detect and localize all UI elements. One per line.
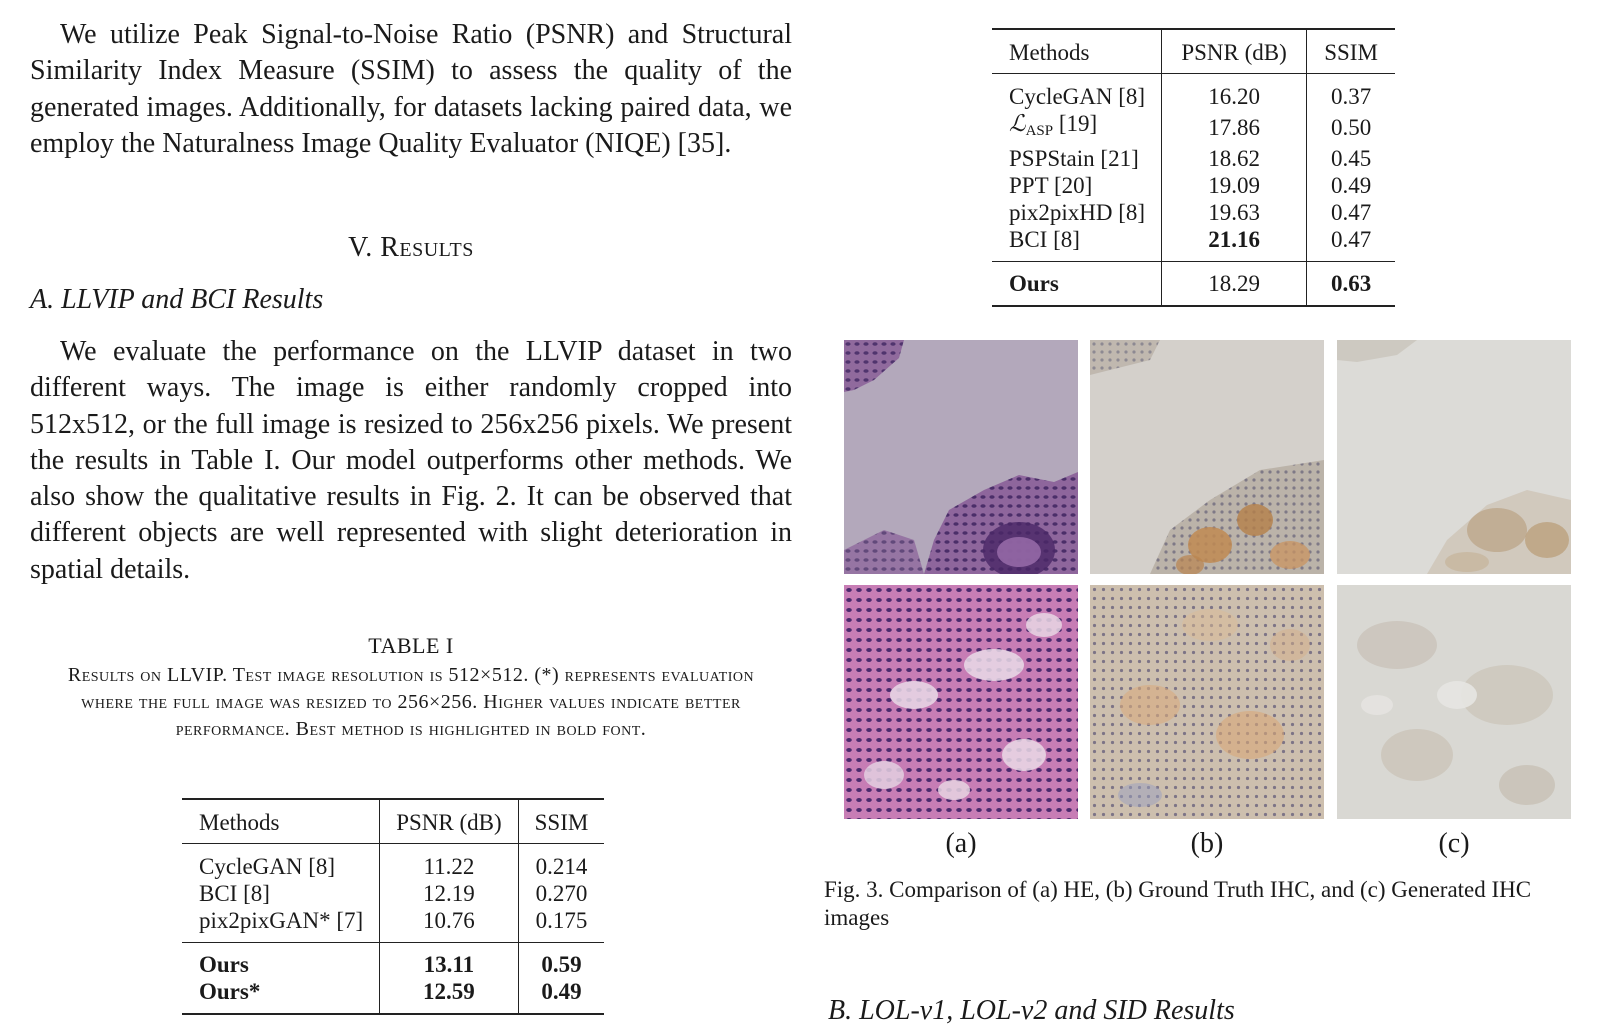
table-row — [992, 199, 1395, 226]
table-row — [182, 844, 604, 881]
table-row — [992, 74, 1395, 111]
table-row-ours — [992, 262, 1395, 307]
cell-psnr: 19.63 — [1162, 199, 1307, 226]
header-ssim: SSIM — [1307, 29, 1396, 74]
table-row — [992, 145, 1395, 172]
table-row-ours — [182, 943, 604, 979]
subsection-a-heading: A. LLVIP and BCI Results — [30, 284, 324, 315]
cell-method: pix2pixGAN* [7] — [182, 907, 380, 943]
llvip-results-table — [182, 798, 604, 1015]
table-row-ours-resized — [182, 978, 604, 1014]
cell-psnr: 12.19 — [380, 880, 518, 907]
cell-method: PSPStain [21] — [992, 145, 1162, 172]
cell-psnr: 18.62 — [1162, 145, 1307, 172]
ihc-tissue-texture — [1090, 340, 1324, 574]
cell-ssim: 0.214 — [535, 854, 588, 879]
cell-ssim: 0.49 — [1330, 173, 1372, 198]
ihc-ground-truth-bottom — [1090, 585, 1324, 819]
header-psnr: PSNR (dB) — [1162, 29, 1307, 74]
table-row — [992, 110, 1395, 145]
ihc-ground-truth-top — [1090, 340, 1324, 574]
cell-psnr: 16.20 — [1162, 74, 1307, 111]
cell-method: BCI [8] — [992, 226, 1162, 262]
header-methods: Methods — [182, 799, 380, 844]
cell-method: Ours — [992, 262, 1162, 307]
cell-method — [992, 110, 1162, 145]
asp-subscript: ASP — [1025, 123, 1054, 139]
asp-loss-symbol: ℒ — [1009, 111, 1026, 137]
cell-psnr: 12.59 — [380, 978, 518, 1014]
cell-psnr: 11.22 — [380, 844, 518, 881]
figure-3-caption: Fig. 3. Comparison of (a) HE, (b) Ground Truth IHC, and (c) Generated IHC images — [824, 877, 1532, 930]
cell-ssim: 0.47 — [1330, 200, 1372, 225]
section-heading — [30, 232, 792, 264]
generated-tissue-texture — [1337, 340, 1571, 574]
he-image-top — [844, 340, 1078, 574]
he-tissue-texture — [844, 585, 1078, 819]
subfigure-label-b: (b) — [1190, 828, 1224, 859]
he-image-bottom — [844, 585, 1078, 819]
ihc-generated-top — [1337, 340, 1571, 574]
cell-method: CycleGAN [8] — [182, 844, 380, 881]
cell-ssim: 0.270 — [535, 881, 588, 906]
cell-ssim: 0.175 — [535, 908, 588, 933]
asp-reference: [19] — [1053, 111, 1098, 136]
table-row — [992, 172, 1395, 199]
cell-psnr: 19.09 — [1162, 172, 1307, 199]
cell-method: Ours* — [182, 978, 380, 1014]
cell-method: pix2pixHD [8] — [992, 199, 1162, 226]
table-row — [182, 907, 604, 943]
subfigure-label-c: (c) — [1438, 828, 1470, 859]
table-row — [182, 880, 604, 907]
header-methods: Methods — [992, 29, 1162, 74]
table1-caption: Results on LLVIP. Test image resolution is 512×512. (*) represents evaluation where the full image was resized to 256×256. Higher values indicate better performance. Best method is highlighted in bold font. — [67, 664, 755, 740]
table-header-row — [992, 29, 1395, 74]
cell-psnr: 10.76 — [380, 907, 518, 943]
table1-label: TABLE I — [368, 633, 454, 658]
subsection-b-heading: B. LOL-v1, LOL-v2 and SID Results — [828, 995, 1235, 1026]
cell-psnr: 17.86 — [1162, 110, 1307, 145]
generated-tissue-texture — [1337, 585, 1571, 819]
cell-ssim: 0.50 — [1330, 115, 1372, 140]
cell-method: Ours — [182, 943, 380, 979]
cell-ssim: 0.47 — [1330, 227, 1372, 252]
cell-psnr: 18.29 — [1162, 262, 1307, 307]
intro-paragraph: We utilize Peak Signal-to-Noise Ratio (PSNR) and Structural Similarity Index Measure (SSIM) to assess the quality of the generated images. Additionally, for datasets lacking paired data, we employ the Naturalness Image Quality Evaluator (NIQE) [35]. — [30, 19, 792, 159]
cell-method: BCI [8] — [182, 880, 380, 907]
cell-ssim: 0.37 — [1330, 84, 1372, 109]
cell-method: PPT [20] — [992, 172, 1162, 199]
cell-psnr-best: 21.16 — [1162, 226, 1307, 262]
subfigure-label-a: (a) — [945, 828, 977, 859]
ihc-tissue-texture — [1090, 585, 1324, 819]
header-psnr: PSNR (dB) — [380, 799, 518, 844]
cell-method: CycleGAN [8] — [992, 74, 1162, 111]
cell-ssim-best: 0.63 — [1307, 262, 1396, 307]
cell-ssim: 0.49 — [541, 979, 582, 1004]
table-row — [992, 226, 1395, 262]
bci-results-table — [992, 28, 1395, 307]
cell-ssim: 0.59 — [518, 943, 604, 979]
ihc-generated-bottom — [1337, 585, 1571, 819]
cell-psnr: 13.11 — [380, 943, 518, 979]
section-heading-text: V. Results — [348, 232, 474, 263]
header-ssim: SSIM — [518, 799, 604, 844]
table-header-row — [182, 799, 604, 844]
he-tissue-texture — [844, 340, 1078, 574]
results-paragraph: We evaluate the performance on the LLVIP dataset in two different ways. The image is either randomly cropped into 512x512, or the full image is resized to 256x256 pixels. We present the results in Table I. Our model outperforms other methods. We also show the qualitative results in Fig. 2. It can be observed that different objects are well represented with slight deterioration in spatial details. — [30, 336, 792, 585]
cell-ssim: 0.45 — [1330, 146, 1372, 171]
